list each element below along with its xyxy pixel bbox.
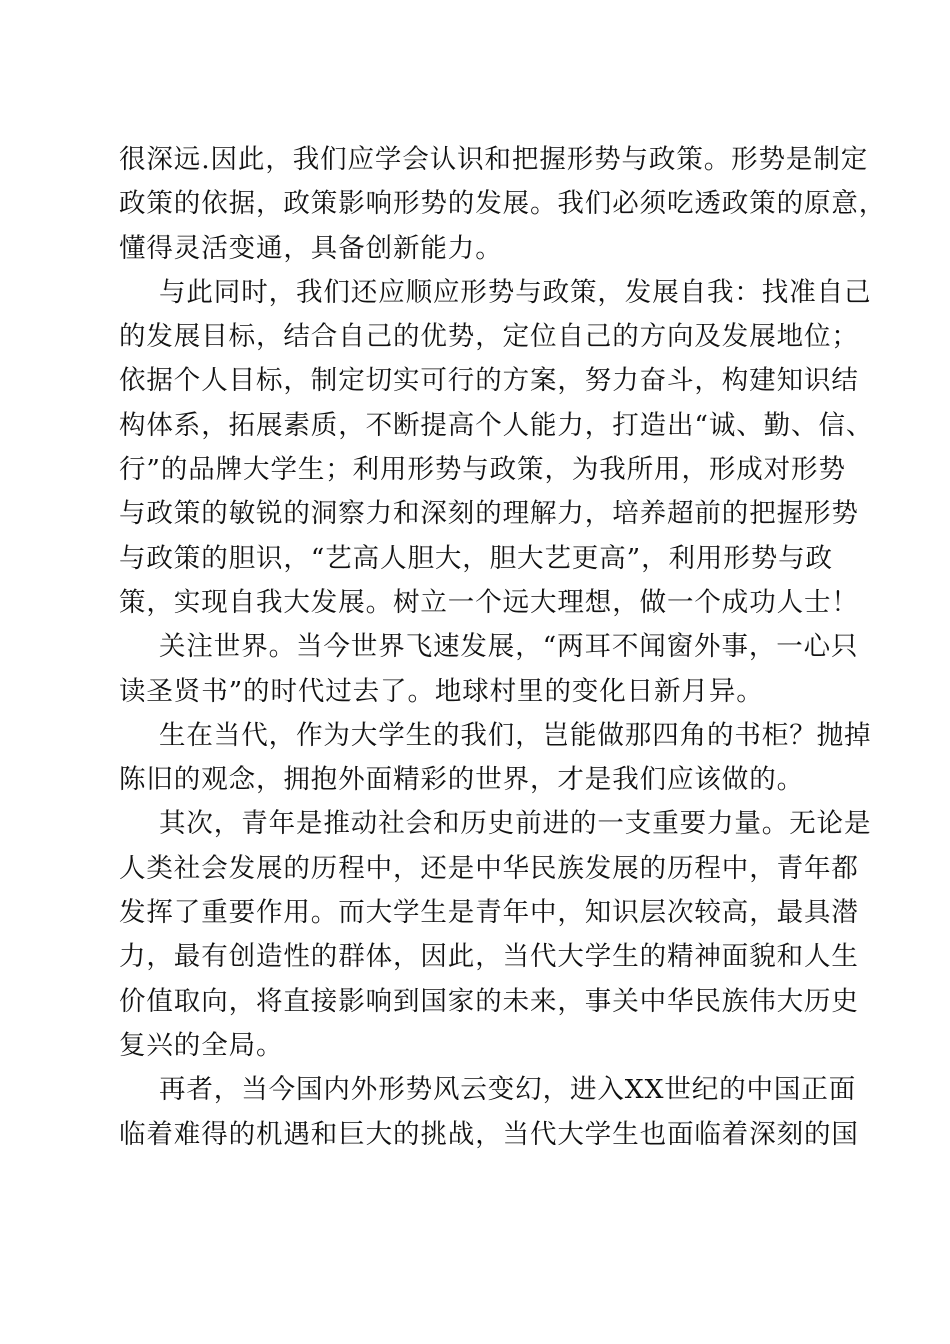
text-line: 的发展目标，结合自己的优势，定位自己的方向及发展地位； — [119, 321, 859, 353]
text-line: 力，最有创造性的群体，因此，当代大学生的精神面貌和人生 — [119, 941, 859, 973]
text-line: 临着难得的机遇和巨大的挑战，当代大学生也面临着深刻的国 — [119, 1118, 859, 1150]
text-line: 策，实现自我大发展。树立一个远大理想，做一个成功人士！ — [119, 586, 859, 618]
paragraph-start-line: 其次，青年是推动社会和历史前进的一支重要力量。无论是 — [159, 808, 872, 840]
paragraph-start-line: 生在当代，作为大学生的我们，岂能做那四角的书柜？抛掉 — [159, 719, 872, 751]
text-line: 陈旧的观念，拥抱外面精彩的世界，才是我们应该做的。 — [119, 764, 804, 796]
text-line: 构体系，拓展素质，不断提高个人能力，打造出“诚、勤、信、 — [119, 409, 874, 441]
text-line: 依据个人目标，制定切实可行的方案，努力奋斗，构建知识结 — [119, 365, 859, 397]
text-line: 很深远.因此，我们应学会认识和把握形势与政策。形势是制定 — [119, 144, 869, 175]
text-line: 读圣贤书”的时代过去了。地球村里的变化日新月异。 — [119, 675, 764, 707]
paragraph-start-line: 关注世界。当今世界飞速发展，“两耳不闻窗外事，一心只 — [159, 631, 859, 663]
text-line: 与政策的敏锐的洞察力和深刻的理解力，培养超前的把握形势 — [119, 498, 859, 530]
text-line: 复兴的全局。 — [119, 1029, 284, 1061]
paragraph-start-line: 再者，当今国内外形势风云变幻，进入XX世纪的中国正面 — [159, 1074, 857, 1106]
body-text — [119, 138, 887, 1157]
paragraph-start-line: 与此同时，我们还应顺应形势与政策，发展自我：找准自己 — [159, 276, 872, 308]
text-line: 发挥了重要作用。而大学生是青年中，知识层次较高，最具潜 — [119, 897, 859, 929]
text-line: 行”的品牌大学生；利用形势与政策，为我所用，形成对形势 — [119, 454, 846, 486]
text-line: 人类社会发展的历程中，还是中华民族发展的历程中，青年都 — [119, 852, 859, 884]
text-line: 与政策的胆识，“艺高人胆大，胆大艺更高”，利用形势与政 — [119, 542, 833, 574]
text-line: 政策的依据，政策影响形势的发展。我们必须吃透政策的原意， — [119, 188, 887, 220]
text-line: 价值取向，将直接影响到国家的未来，事关中华民族伟大历史 — [119, 985, 859, 1017]
text-line: 懂得灵活变通，具备创新能力。 — [119, 232, 503, 264]
